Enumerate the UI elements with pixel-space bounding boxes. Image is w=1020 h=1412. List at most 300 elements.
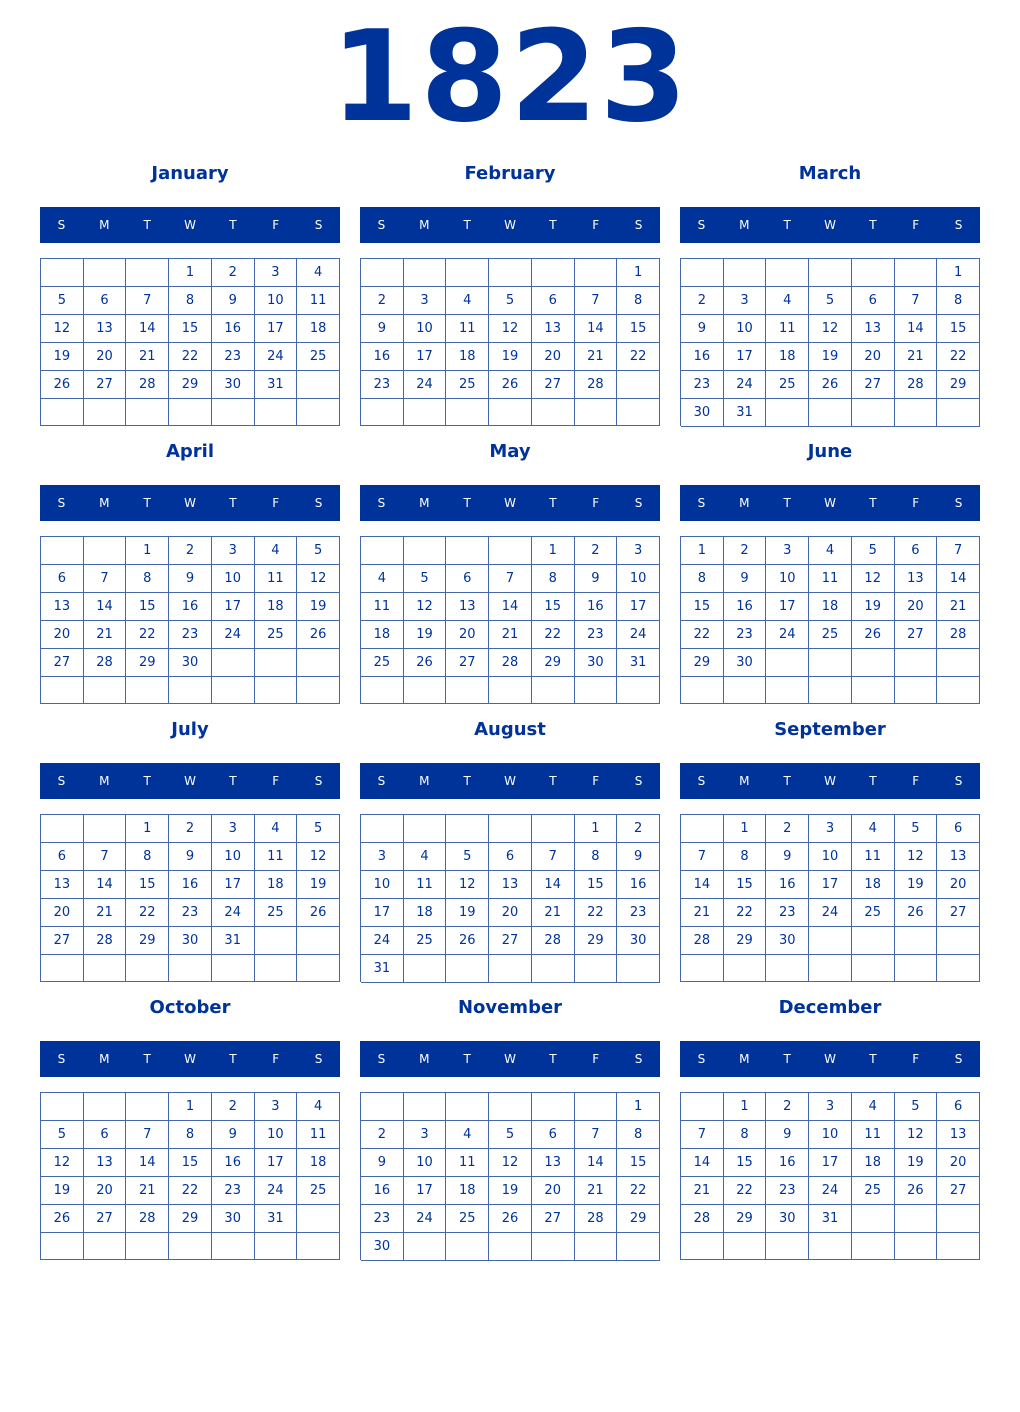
empty-day-cell <box>809 649 852 677</box>
day-cell: 13 <box>446 593 489 621</box>
day-cell: 20 <box>852 343 895 371</box>
day-cell: 28 <box>126 1205 169 1233</box>
day-cell: 28 <box>84 649 127 677</box>
day-cell: 24 <box>212 899 255 927</box>
day-cell: 3 <box>212 537 255 565</box>
empty-day-cell <box>681 677 724 704</box>
day-cell: 27 <box>937 1177 980 1205</box>
day-cell: 8 <box>532 565 575 593</box>
weekday-label: T <box>143 1052 151 1066</box>
day-cell: 22 <box>532 621 575 649</box>
month-january <box>40 162 340 432</box>
day-cell: 6 <box>41 565 84 593</box>
weekday-header <box>40 1041 340 1077</box>
empty-day-cell <box>126 1093 169 1121</box>
empty-day-cell <box>361 677 404 704</box>
day-cell: 23 <box>169 621 212 649</box>
weekday-label: T <box>783 774 791 788</box>
weekday-label: S <box>634 496 643 510</box>
day-cell: 31 <box>255 1205 298 1233</box>
day-cell: 3 <box>809 815 852 843</box>
day-cell: 4 <box>255 815 298 843</box>
day-cell: 4 <box>809 537 852 565</box>
day-cell: 16 <box>681 343 724 371</box>
day-cell: 17 <box>212 871 255 899</box>
day-grid <box>680 258 980 426</box>
empty-day-cell <box>297 371 340 399</box>
day-cell: 17 <box>255 315 298 343</box>
weekday-label: S <box>57 496 66 510</box>
day-cell: 18 <box>446 1177 489 1205</box>
empty-day-cell <box>681 1093 724 1121</box>
day-grid <box>40 536 340 704</box>
day-cell: 2 <box>361 287 404 315</box>
empty-day-cell <box>297 399 340 426</box>
day-cell: 13 <box>532 1149 575 1177</box>
weekday-label: F <box>592 496 600 510</box>
month-title: December <box>778 997 882 1018</box>
empty-day-cell <box>895 1205 938 1233</box>
day-cell: 4 <box>446 1121 489 1149</box>
month-title: October <box>149 997 231 1018</box>
day-grid <box>680 536 980 704</box>
weekday-label: T <box>463 218 471 232</box>
day-cell: 6 <box>937 1093 980 1121</box>
day-cell: 3 <box>404 287 447 315</box>
day-cell: 1 <box>575 815 618 843</box>
day-cell: 29 <box>126 927 169 955</box>
day-cell: 2 <box>212 259 255 287</box>
day-cell: 7 <box>489 565 532 593</box>
empty-day-cell <box>84 1093 127 1121</box>
day-cell: 30 <box>575 649 618 677</box>
day-cell: 1 <box>617 1093 660 1121</box>
day-cell: 22 <box>724 1177 767 1205</box>
empty-day-cell <box>575 677 618 704</box>
empty-day-cell <box>169 955 212 982</box>
day-cell: 31 <box>361 955 404 983</box>
day-cell: 20 <box>446 621 489 649</box>
weekday-header <box>360 1041 660 1077</box>
day-cell: 8 <box>169 287 212 315</box>
weekday-label: W <box>504 774 516 788</box>
empty-day-cell <box>575 1093 618 1121</box>
weekday-label: S <box>954 218 963 232</box>
day-cell: 31 <box>212 927 255 955</box>
weekday-label: M <box>739 218 750 232</box>
day-cell: 10 <box>809 1121 852 1149</box>
empty-day-cell <box>361 537 404 565</box>
weekday-label: W <box>824 496 836 510</box>
day-cell: 14 <box>895 315 938 343</box>
day-cell: 10 <box>617 565 660 593</box>
day-cell: 19 <box>489 343 532 371</box>
day-cell: 14 <box>532 871 575 899</box>
weekday-label: S <box>954 496 963 510</box>
month-october <box>40 996 340 1266</box>
day-cell: 19 <box>297 871 340 899</box>
empty-day-cell <box>724 1233 767 1260</box>
day-cell: 24 <box>809 899 852 927</box>
empty-day-cell <box>84 1233 127 1260</box>
day-cell: 21 <box>575 1177 618 1205</box>
empty-day-cell <box>489 1233 532 1261</box>
weekday-label: F <box>592 1052 600 1066</box>
day-cell: 3 <box>766 537 809 565</box>
day-cell: 9 <box>361 315 404 343</box>
day-cell: 18 <box>297 1149 340 1177</box>
empty-day-cell <box>681 815 724 843</box>
day-cell: 26 <box>297 899 340 927</box>
day-cell: 26 <box>852 621 895 649</box>
day-cell: 30 <box>766 1205 809 1233</box>
day-grid <box>360 814 660 982</box>
day-cell: 28 <box>489 649 532 677</box>
day-cell: 23 <box>361 1205 404 1233</box>
weekday-label: T <box>143 496 151 510</box>
day-cell: 2 <box>169 537 212 565</box>
day-cell: 10 <box>404 315 447 343</box>
day-cell: 12 <box>41 315 84 343</box>
month-title: August <box>474 719 546 740</box>
day-cell: 21 <box>532 899 575 927</box>
day-cell: 28 <box>681 1205 724 1233</box>
empty-day-cell <box>41 259 84 287</box>
day-cell: 7 <box>575 1121 618 1149</box>
empty-day-cell <box>852 927 895 955</box>
month-april <box>40 440 340 710</box>
day-cell: 9 <box>212 287 255 315</box>
day-cell: 6 <box>84 287 127 315</box>
weekday-label: S <box>634 1052 643 1066</box>
empty-day-cell <box>126 677 169 704</box>
day-cell: 17 <box>809 871 852 899</box>
day-cell: 8 <box>126 843 169 871</box>
day-cell: 20 <box>532 343 575 371</box>
day-cell: 19 <box>297 593 340 621</box>
empty-day-cell <box>297 1205 340 1233</box>
day-cell: 11 <box>446 315 489 343</box>
day-cell: 1 <box>126 815 169 843</box>
day-cell: 23 <box>681 371 724 399</box>
day-cell: 5 <box>895 815 938 843</box>
day-cell: 27 <box>84 1205 127 1233</box>
day-cell: 5 <box>895 1093 938 1121</box>
day-cell: 27 <box>895 621 938 649</box>
day-cell: 13 <box>895 565 938 593</box>
empty-day-cell <box>446 677 489 704</box>
day-cell: 20 <box>84 1177 127 1205</box>
day-cell: 23 <box>766 899 809 927</box>
day-cell: 8 <box>126 565 169 593</box>
empty-day-cell <box>937 927 980 955</box>
day-cell: 29 <box>724 1205 767 1233</box>
weekday-label: W <box>824 1052 836 1066</box>
day-grid <box>40 1092 340 1260</box>
day-cell: 20 <box>41 621 84 649</box>
day-cell: 26 <box>446 927 489 955</box>
empty-day-cell <box>681 259 724 287</box>
day-cell: 28 <box>895 371 938 399</box>
day-cell: 19 <box>852 593 895 621</box>
day-cell: 8 <box>681 565 724 593</box>
empty-day-cell <box>532 955 575 983</box>
day-cell: 13 <box>532 315 575 343</box>
month-august <box>360 718 660 988</box>
empty-day-cell <box>404 399 447 426</box>
empty-day-cell <box>575 1233 618 1261</box>
day-cell: 13 <box>489 871 532 899</box>
empty-day-cell <box>852 259 895 287</box>
day-cell: 11 <box>852 1121 895 1149</box>
day-cell: 17 <box>361 899 404 927</box>
empty-day-cell <box>255 1233 298 1260</box>
day-cell: 5 <box>404 565 447 593</box>
day-cell: 12 <box>852 565 895 593</box>
weekday-label: S <box>314 774 323 788</box>
day-cell: 19 <box>446 899 489 927</box>
empty-day-cell <box>895 259 938 287</box>
empty-day-cell <box>681 955 724 982</box>
day-cell: 27 <box>532 371 575 399</box>
day-cell: 12 <box>297 843 340 871</box>
day-cell: 18 <box>446 343 489 371</box>
day-cell: 15 <box>575 871 618 899</box>
empty-day-cell <box>361 815 404 843</box>
empty-day-cell <box>404 259 447 287</box>
day-cell: 2 <box>575 537 618 565</box>
day-cell: 20 <box>937 871 980 899</box>
empty-day-cell <box>489 815 532 843</box>
empty-day-cell <box>895 677 938 704</box>
empty-day-cell <box>41 955 84 982</box>
day-cell: 10 <box>361 871 404 899</box>
day-cell: 12 <box>489 1149 532 1177</box>
day-cell: 23 <box>361 371 404 399</box>
day-cell: 26 <box>41 1205 84 1233</box>
empty-day-cell <box>532 815 575 843</box>
day-cell: 24 <box>617 621 660 649</box>
weekday-label: F <box>912 774 920 788</box>
weekday-label: T <box>229 1052 237 1066</box>
weekday-label: M <box>739 774 750 788</box>
empty-day-cell <box>809 259 852 287</box>
day-cell: 23 <box>766 1177 809 1205</box>
day-cell: 27 <box>532 1205 575 1233</box>
day-cell: 31 <box>724 399 767 427</box>
day-cell: 24 <box>212 621 255 649</box>
day-cell: 30 <box>169 927 212 955</box>
day-cell: 25 <box>809 621 852 649</box>
day-cell: 25 <box>766 371 809 399</box>
weekday-label: T <box>783 1052 791 1066</box>
day-cell: 14 <box>126 1149 169 1177</box>
day-cell: 15 <box>937 315 980 343</box>
day-cell: 12 <box>895 843 938 871</box>
empty-day-cell <box>809 927 852 955</box>
day-cell: 24 <box>361 927 404 955</box>
day-cell: 2 <box>766 815 809 843</box>
day-cell: 21 <box>681 899 724 927</box>
empty-day-cell <box>361 1093 404 1121</box>
empty-day-cell <box>852 955 895 982</box>
day-cell: 16 <box>724 593 767 621</box>
year-title: 1823 <box>330 3 690 150</box>
day-cell: 4 <box>852 815 895 843</box>
day-cell: 26 <box>41 371 84 399</box>
day-cell: 11 <box>255 565 298 593</box>
weekday-header <box>680 485 980 521</box>
month-title: February <box>464 163 556 184</box>
day-cell: 19 <box>489 1177 532 1205</box>
day-cell: 15 <box>532 593 575 621</box>
weekday-label: T <box>549 496 557 510</box>
empty-day-cell <box>446 1093 489 1121</box>
day-cell: 9 <box>766 1121 809 1149</box>
weekday-label: W <box>184 218 196 232</box>
day-cell: 25 <box>404 927 447 955</box>
empty-day-cell <box>255 927 298 955</box>
day-cell: 10 <box>255 1121 298 1149</box>
day-cell: 15 <box>617 1149 660 1177</box>
empty-day-cell <box>297 955 340 982</box>
day-cell: 26 <box>895 1177 938 1205</box>
day-cell: 17 <box>255 1149 298 1177</box>
day-cell: 30 <box>361 1233 404 1261</box>
empty-day-cell <box>895 649 938 677</box>
day-cell: 13 <box>852 315 895 343</box>
day-cell: 10 <box>809 843 852 871</box>
day-cell: 1 <box>937 259 980 287</box>
day-cell: 21 <box>84 621 127 649</box>
weekday-label: T <box>229 496 237 510</box>
day-cell: 7 <box>126 1121 169 1149</box>
day-cell: 11 <box>852 843 895 871</box>
month-title: July <box>171 719 209 740</box>
empty-day-cell <box>809 1233 852 1260</box>
day-cell: 19 <box>895 1149 938 1177</box>
day-cell: 3 <box>255 259 298 287</box>
month-title: June <box>807 441 853 462</box>
day-cell: 8 <box>575 843 618 871</box>
weekday-header <box>360 763 660 799</box>
day-cell: 8 <box>617 287 660 315</box>
day-cell: 29 <box>532 649 575 677</box>
day-cell: 26 <box>404 649 447 677</box>
day-cell: 6 <box>852 287 895 315</box>
weekday-label: W <box>504 218 516 232</box>
day-cell: 17 <box>724 343 767 371</box>
day-cell: 10 <box>766 565 809 593</box>
day-cell: 2 <box>212 1093 255 1121</box>
empty-day-cell <box>895 955 938 982</box>
day-cell: 3 <box>617 537 660 565</box>
day-cell: 20 <box>895 593 938 621</box>
day-cell: 31 <box>617 649 660 677</box>
month-february <box>360 162 660 432</box>
day-cell: 8 <box>724 843 767 871</box>
day-cell: 7 <box>681 843 724 871</box>
day-cell: 12 <box>446 871 489 899</box>
day-cell: 22 <box>724 899 767 927</box>
weekday-header <box>680 763 980 799</box>
day-cell: 9 <box>681 315 724 343</box>
empty-day-cell <box>766 955 809 982</box>
empty-day-cell <box>446 1233 489 1261</box>
empty-day-cell <box>446 399 489 426</box>
day-cell: 19 <box>41 1177 84 1205</box>
day-cell: 28 <box>575 371 618 399</box>
day-cell: 9 <box>617 843 660 871</box>
empty-day-cell <box>255 399 298 426</box>
day-cell: 24 <box>809 1177 852 1205</box>
empty-day-cell <box>255 677 298 704</box>
weekday-label: S <box>314 218 323 232</box>
month-june <box>680 440 980 710</box>
weekday-label: M <box>419 774 430 788</box>
empty-day-cell <box>852 1205 895 1233</box>
weekday-label: T <box>229 218 237 232</box>
day-cell: 5 <box>852 537 895 565</box>
weekday-header <box>40 207 340 243</box>
empty-day-cell <box>404 1233 447 1261</box>
weekday-label: S <box>697 774 706 788</box>
day-cell: 17 <box>766 593 809 621</box>
day-cell: 27 <box>41 649 84 677</box>
day-cell: 30 <box>766 927 809 955</box>
day-cell: 20 <box>532 1177 575 1205</box>
empty-day-cell <box>212 399 255 426</box>
empty-day-cell <box>724 677 767 704</box>
weekday-label: T <box>869 1052 877 1066</box>
day-cell: 10 <box>404 1149 447 1177</box>
empty-day-cell <box>532 399 575 426</box>
day-cell: 1 <box>681 537 724 565</box>
day-cell: 12 <box>809 315 852 343</box>
day-cell: 16 <box>169 593 212 621</box>
day-cell: 23 <box>575 621 618 649</box>
day-cell: 30 <box>169 649 212 677</box>
day-cell: 21 <box>489 621 532 649</box>
day-cell: 3 <box>404 1121 447 1149</box>
day-cell: 30 <box>617 927 660 955</box>
empty-day-cell <box>852 649 895 677</box>
day-cell: 2 <box>617 815 660 843</box>
empty-day-cell <box>41 399 84 426</box>
day-cell: 29 <box>681 649 724 677</box>
empty-day-cell <box>617 371 660 399</box>
day-cell: 4 <box>297 1093 340 1121</box>
empty-day-cell <box>766 1233 809 1260</box>
weekday-label: W <box>824 218 836 232</box>
weekday-label: M <box>99 496 110 510</box>
day-cell: 17 <box>617 593 660 621</box>
day-cell: 19 <box>895 871 938 899</box>
day-cell: 5 <box>446 843 489 871</box>
empty-day-cell <box>84 815 127 843</box>
day-cell: 9 <box>169 843 212 871</box>
day-cell: 16 <box>212 1149 255 1177</box>
day-cell: 5 <box>489 1121 532 1149</box>
day-grid <box>40 814 340 982</box>
empty-day-cell <box>41 537 84 565</box>
day-cell: 27 <box>937 899 980 927</box>
day-cell: 28 <box>84 927 127 955</box>
weekday-label: M <box>99 1052 110 1066</box>
day-cell: 22 <box>937 343 980 371</box>
empty-day-cell <box>617 955 660 983</box>
day-cell: 5 <box>809 287 852 315</box>
